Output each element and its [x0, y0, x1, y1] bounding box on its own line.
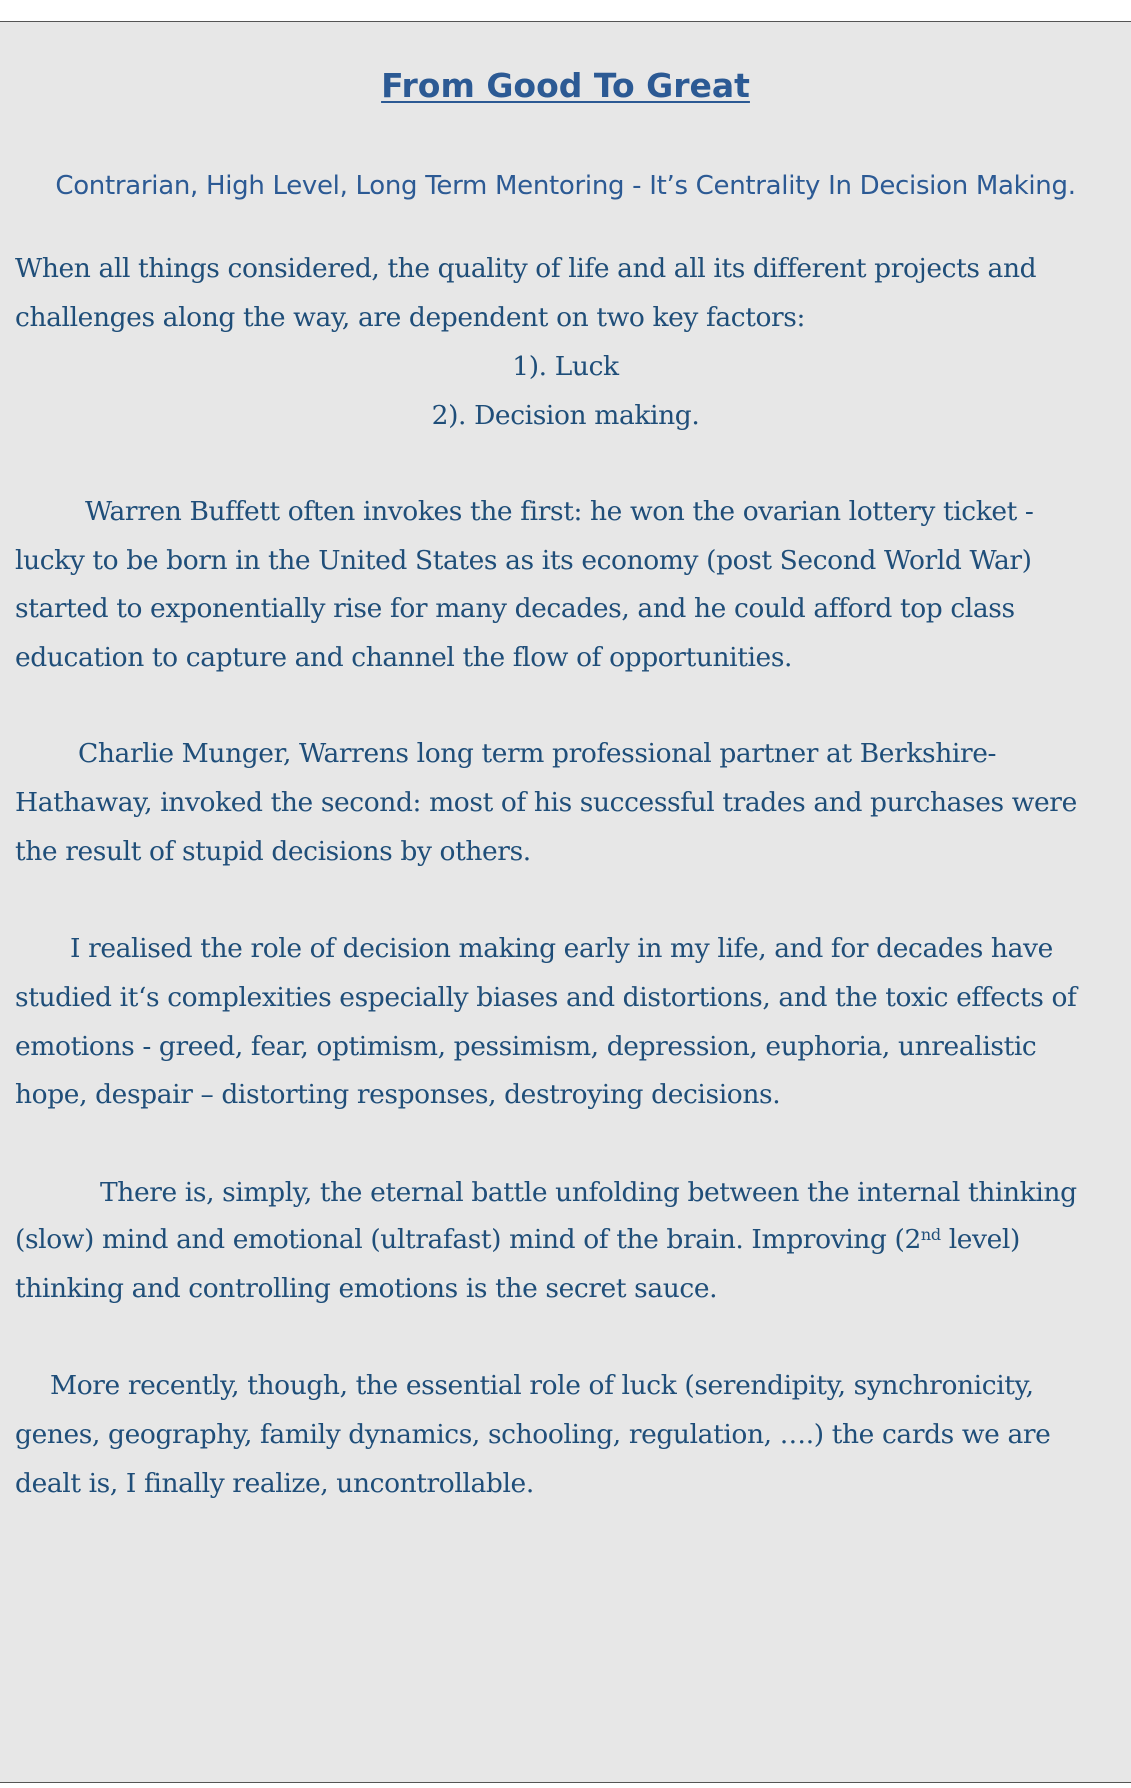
- document-page: [0, 21, 1131, 1783]
- paragraph-line: Warren Buffett often invokes the first: he won the ovarian lottery ticket -: [85, 496, 1034, 527]
- paragraph-line: thinking and controlling emotions is the secret sauce.: [15, 1273, 718, 1304]
- document-subtitle: Contrarian, High Level, Long Term Mentoring - It’s Centrality In Decision Making.: [55, 171, 1076, 201]
- paragraph-line: studied it‘s complexities especially biases and distortions, and the toxic effects of: [15, 982, 1077, 1013]
- ordinal-superscript: nd: [920, 1225, 941, 1244]
- text-segment: (slow) mind and emotional (ultrafast) mind of the brain. Improving (2: [15, 1224, 921, 1255]
- paragraph-line: education to capture and channel the flow of opportunities.: [15, 642, 793, 673]
- factor-item: 2). Decision making.: [431, 400, 700, 431]
- factor-item: 1). Luck: [512, 351, 619, 382]
- paragraph-line: [15, 1224, 1020, 1255]
- intro-line: challenges along the way, are dependent on two key factors:: [15, 302, 806, 333]
- paragraph-line: There is, simply, the eternal battle unfolding between the internal thinking: [100, 1177, 1077, 1208]
- text-segment: level): [940, 1224, 1020, 1255]
- paragraph-line: lucky to be born in the United States as its economy (post Second World War): [15, 545, 1032, 576]
- paragraph-line: genes, geography, family dynamics, schooling, regulation, ….) the cards we are: [15, 1419, 1051, 1450]
- paragraph-line: emotions - greed, fear, optimism, pessimism, depression, euphoria, unrealistic: [15, 1031, 1037, 1062]
- document-title: From Good To Great: [381, 66, 750, 105]
- intro-line: When all things considered, the quality of life and all its different projects and: [15, 253, 1037, 284]
- paragraph-line: dealt is, I finally realize, uncontrollable.: [15, 1468, 534, 1499]
- paragraph-line: hope, despair – distorting responses, destroying decisions.: [15, 1079, 781, 1110]
- paragraph-line: Charlie Munger, Warrens long term professional partner at Berkshire-: [78, 738, 997, 769]
- paragraph-line: started to exponentially rise for many decades, and he could afford top class: [15, 593, 1015, 624]
- paragraph-line: I realised the role of decision making early in my life, and for decades have: [70, 933, 1053, 964]
- paragraph-line: Hathaway, invoked the second: most of his successful trades and purchases were: [15, 787, 1077, 818]
- paragraph-line: More recently, though, the essential role of luck (serendipity, synchronicity,: [50, 1370, 1034, 1401]
- paragraph-line: the result of stupid decisions by others.: [15, 836, 531, 867]
